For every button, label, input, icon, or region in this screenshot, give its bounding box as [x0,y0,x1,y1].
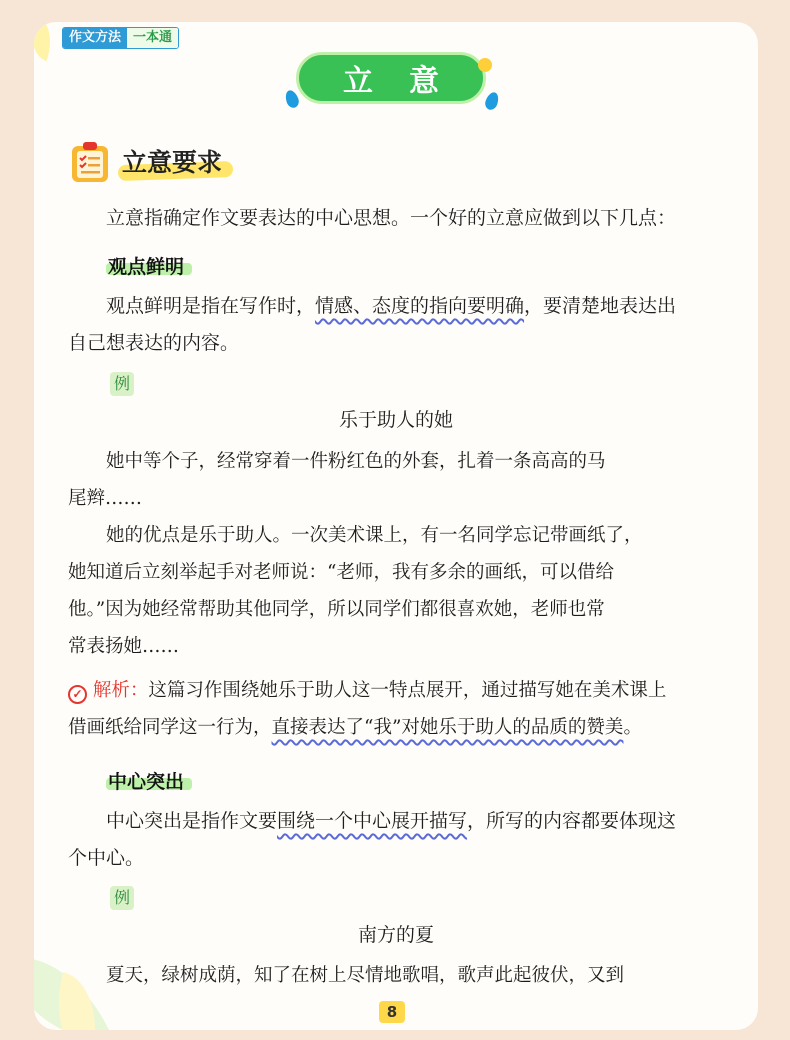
point1-title: 观点鲜明 [108,256,185,278]
point1-desc-line1 [68,288,720,325]
point1-desc-line2: 自己想表达的内容。 [68,332,240,354]
point1-example-label: 例 [110,372,134,396]
point1-example-title: 乐于助人的她 [338,409,453,431]
series-sub-label: 一本通 [127,28,178,48]
analysis-line1 [68,672,720,709]
point2-desc-post: ，所写的内容都要体现这 [467,810,677,832]
page-title: 立意 [343,64,475,99]
point1-desc-emph: 情感、态度的指向要明确 [315,295,525,317]
example1-line-3: 她的优点是乐于助人。一次美术课上，有一名同学忘记带画纸了， [106,525,643,546]
sun-icon [478,58,492,72]
check-circle-icon: ✓ [68,685,87,704]
example2-line-1: 夏天，绿树成荫，知了在树上尽情地歌唱，歌声此起彼伏，又到 [106,965,625,986]
example1-line-1: 她中等个子，经常穿着一件粉红色的外套，扎着一条高高的马 [106,451,606,472]
analysis-line1-text: 这篇习作围绕她乐于助人这一特点展开，通过描写她在美术课上 [148,680,667,701]
intro-text [68,200,720,237]
decor-leaf-top [34,22,60,61]
point2-desc-line2: 个中心。 [68,847,145,869]
analysis-line2-post: 。 [623,717,642,738]
series-main-label: 作文方法 [63,28,127,48]
point2-title: 中心突出 [108,771,185,793]
point2-example-label: 例 [110,886,134,910]
example1-line-2: 尾辫…… [68,488,143,509]
example1-line-6: 常表扬她…… [68,636,180,657]
section-title: 立意要求 [122,148,223,177]
analysis-block [68,672,720,746]
example1-line-4: 她知道后立刻举起手对老师说：“老师，我有多余的画纸，可以借给 [68,562,614,583]
analysis-line2 [68,709,720,746]
analysis-line2-pre: 借画纸给同学这一行为， [68,717,272,738]
point1-desc [68,288,720,362]
analysis-line2-emph: 直接表达了“我”对她乐于助人的品质的赞美 [271,717,624,738]
title-banner [296,52,486,104]
analysis-label: 解析： [92,680,149,701]
intro-text-content: 立意指确定作文要表达的中心思想。一个好的立意应做到以下几点： [106,207,677,229]
point1-desc-post: ，要清楚地表达出 [524,295,677,317]
point2-desc-pre: 中心突出是指作文要 [106,810,278,832]
example1-line-5: 他。”因为她经常帮助其他同学，所以同学们都很喜欢她，老师也常 [68,599,605,620]
page-number: 8 [379,1001,405,1023]
point1-example-body [68,443,720,665]
point2-example-title: 南方的夏 [357,924,434,946]
series-label [62,27,179,49]
point2-desc-line1 [68,803,720,840]
point2-example-body [68,957,720,994]
point1-desc-pre: 观点鲜明是指在写作时， [106,295,316,317]
point2-desc [68,803,720,877]
clipboard-icon [70,140,110,184]
point2-desc-emph: 围绕一个中心展开描写 [277,810,468,832]
